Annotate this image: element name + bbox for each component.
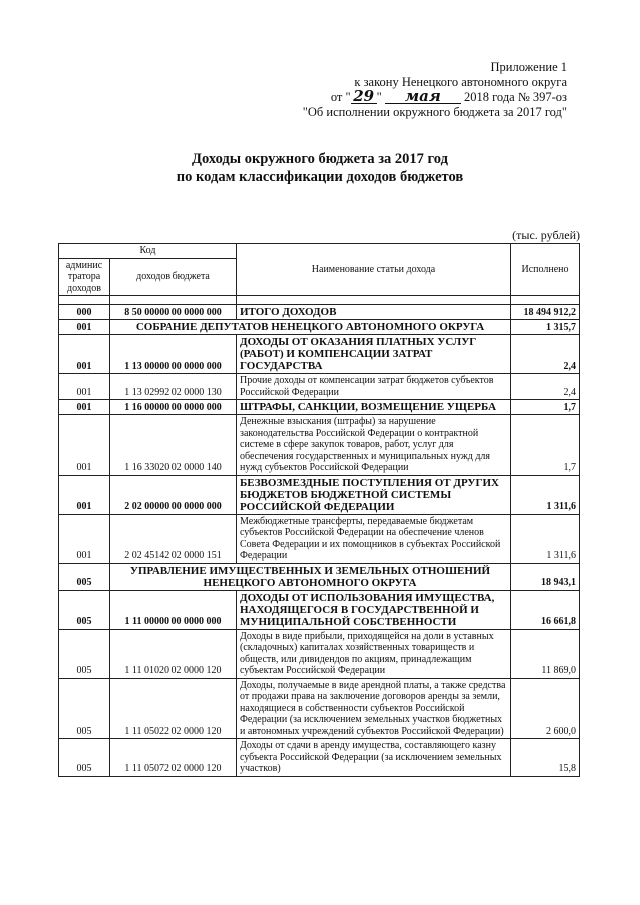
row-name: Доходы в виде прибыли, приходящейся на доли в уставных (складочных) капиталах хозяйственных товариществ и обществ, или дивидендов по акциям, принадлежащим субъектам Российской Федерации — [237, 629, 511, 678]
row-amount: 16 661,8 — [511, 590, 580, 629]
table-row — [59, 475, 580, 514]
row-admin: 001 — [59, 400, 110, 415]
row-amount: 1,7 — [511, 400, 580, 415]
row-code: 2 02 45142 02 0000 151 — [110, 514, 237, 563]
spacer-row — [59, 296, 580, 305]
header-admin: админис тратора доходов — [59, 258, 110, 296]
row-amount: 2 600,0 — [511, 678, 580, 739]
row-code: 1 16 00000 00 0000 000 — [110, 400, 237, 415]
row-admin: 005 — [59, 590, 110, 629]
row-name: ШТРАФЫ, САНКЦИИ, ВОЗМЕЩЕНИЕ УЩЕРБА — [237, 400, 511, 415]
row-code: 2 02 00000 00 0000 000 — [110, 475, 237, 514]
row-name: Денежные взыскания (штрафы) за нарушение законодательства Российской Федерации о контрактной системе в сфере закупок товаров, работ, услуг для обеспечения государственных и муниципальных нужд для нужд субъектов Российской Федерации — [237, 415, 511, 476]
table-row — [59, 739, 580, 777]
date-suffix: 2018 года № 397-оз — [463, 90, 567, 104]
row-amount: 15,8 — [511, 739, 580, 777]
appendix-block — [303, 60, 567, 120]
row-admin: 005 — [59, 678, 110, 739]
appendix-law: к закону Ненецкого автономного округа — [354, 75, 567, 89]
row-admin: 005 — [59, 629, 110, 678]
row-amount: 1 311,6 — [511, 514, 580, 563]
document-title — [0, 150, 640, 186]
row-admin: 001 — [59, 514, 110, 563]
table-row — [59, 415, 580, 476]
table-row — [59, 400, 580, 415]
row-amount: 2,4 — [511, 374, 580, 400]
total-code: 8 50 00000 00 0000 000 — [110, 305, 237, 320]
row-code: 1 16 33020 02 0000 140 — [110, 415, 237, 476]
header-amount: Исполнено — [511, 244, 580, 296]
row-code: 1 11 01020 02 0000 120 — [110, 629, 237, 678]
total-name: ИТОГО ДОХОДОВ — [237, 305, 511, 320]
table-row — [59, 629, 580, 678]
row-amount: 1 311,6 — [511, 475, 580, 514]
row-amount: 1,7 — [511, 415, 580, 476]
appendix-law-name: "Об исполнении окружного бюджета за 2017 год" — [302, 105, 567, 119]
row-section-name: УПРАВЛЕНИЕ ИМУЩЕСТВЕННЫХ И ЗЕМЕЛЬНЫХ ОТНОШЕНИЙ НЕНЕЦКОГО АВТОНОМНОГО ОКРУГА — [110, 563, 511, 590]
row-amount: 11 869,0 — [511, 629, 580, 678]
date-prefix: от " — [330, 90, 351, 104]
row-admin: 001 — [59, 335, 110, 374]
row-name: Доходы от сдачи в аренду имущества, составляющего казну субъекта Российской Федерации (за исключением земельных участков) — [237, 739, 511, 777]
row-admin: 005 — [59, 739, 110, 777]
row-code: 1 13 02992 02 0000 130 — [110, 374, 237, 400]
table-row — [59, 335, 580, 374]
row-admin: 001 — [59, 475, 110, 514]
table-row — [59, 590, 580, 629]
row-admin: 001 — [59, 415, 110, 476]
total-amount: 18 494 912,2 — [511, 305, 580, 320]
handwritten-day: 29 — [351, 90, 377, 104]
row-admin: 001 — [59, 320, 110, 335]
appendix-title: Приложение 1 — [490, 60, 567, 74]
row-code: 1 11 05022 02 0000 120 — [110, 678, 237, 739]
total-row — [59, 305, 580, 320]
header-budget-code: доходов бюджета — [110, 258, 237, 296]
row-name: БЕЗВОЗМЕЗДНЫЕ ПОСТУПЛЕНИЯ ОТ ДРУГИХ БЮДЖЕТОВ БЮДЖЕТНОЙ СИСТЕМЫ РОССИЙСКОЙ ФЕДЕРАЦИИ — [237, 475, 511, 514]
row-amount: 1 315,7 — [511, 320, 580, 335]
row-code: 1 13 00000 00 0000 000 — [110, 335, 237, 374]
header-name: Наименование статьи дохода — [237, 244, 511, 296]
row-name: Межбюджетные трансферты, передаваемые бюджетам субъектов Российской Федерации на обеспечение членов Совета Федерации и их помощников в субъектах Российской Федерации — [237, 514, 511, 563]
row-name: Прочие доходы от компенсации затрат бюджетов субъектов Российской Федерации — [237, 374, 511, 400]
row-amount: 2,4 — [511, 335, 580, 374]
row-section-name: СОБРАНИЕ ДЕПУТАТОВ НЕНЕЦКОГО АВТОНОМНОГО ОКРУГА — [110, 320, 511, 335]
income-table — [58, 243, 580, 777]
table-row — [59, 678, 580, 739]
row-code: 1 11 00000 00 0000 000 — [110, 590, 237, 629]
appendix-date — [303, 87, 567, 105]
row-name: ДОХОДЫ ОТ ОКАЗАНИЯ ПЛАТНЫХ УСЛУГ (РАБОТ) И КОМПЕНСАЦИИ ЗАТРАТ ГОСУДАРСТВА — [237, 335, 511, 374]
units-label: (тыс. рублей) — [512, 228, 580, 242]
row-admin: 005 — [59, 563, 110, 590]
table-row — [59, 374, 580, 400]
row-admin: 001 — [59, 374, 110, 400]
date-quote: " — [376, 90, 382, 104]
row-name: Доходы, получаемые в виде арендной платы, а также средства от продажи права на заключение договоров аренды за земли, находящиеся в собственности субъектов Российской Федерации (за исключением земельных участков бюджетных и автономных учреждений субъектов Российской Федерации) — [237, 678, 511, 739]
row-code: 1 11 05072 02 0000 120 — [110, 739, 237, 777]
handwritten-month: мая — [385, 90, 461, 104]
row-name: ДОХОДЫ ОТ ИСПОЛЬЗОВАНИЯ ИМУЩЕСТВА, НАХОДЯЩЕГОСЯ В ГОСУДАРСТВЕННОЙ И МУНИЦИПАЛЬНОЙ СОБСТВЕННОСТИ — [237, 590, 511, 629]
total-admin: 000 — [59, 305, 110, 320]
row-amount: 18 943,1 — [511, 563, 580, 590]
header-code: Код — [59, 244, 237, 259]
title-line-2: по кодам классификации доходов бюджетов — [176, 169, 464, 185]
table-row — [59, 320, 580, 335]
table-row — [59, 563, 580, 590]
title-line-1: Доходы окружного бюджета за 2017 год — [192, 151, 448, 167]
table-row — [59, 514, 580, 563]
